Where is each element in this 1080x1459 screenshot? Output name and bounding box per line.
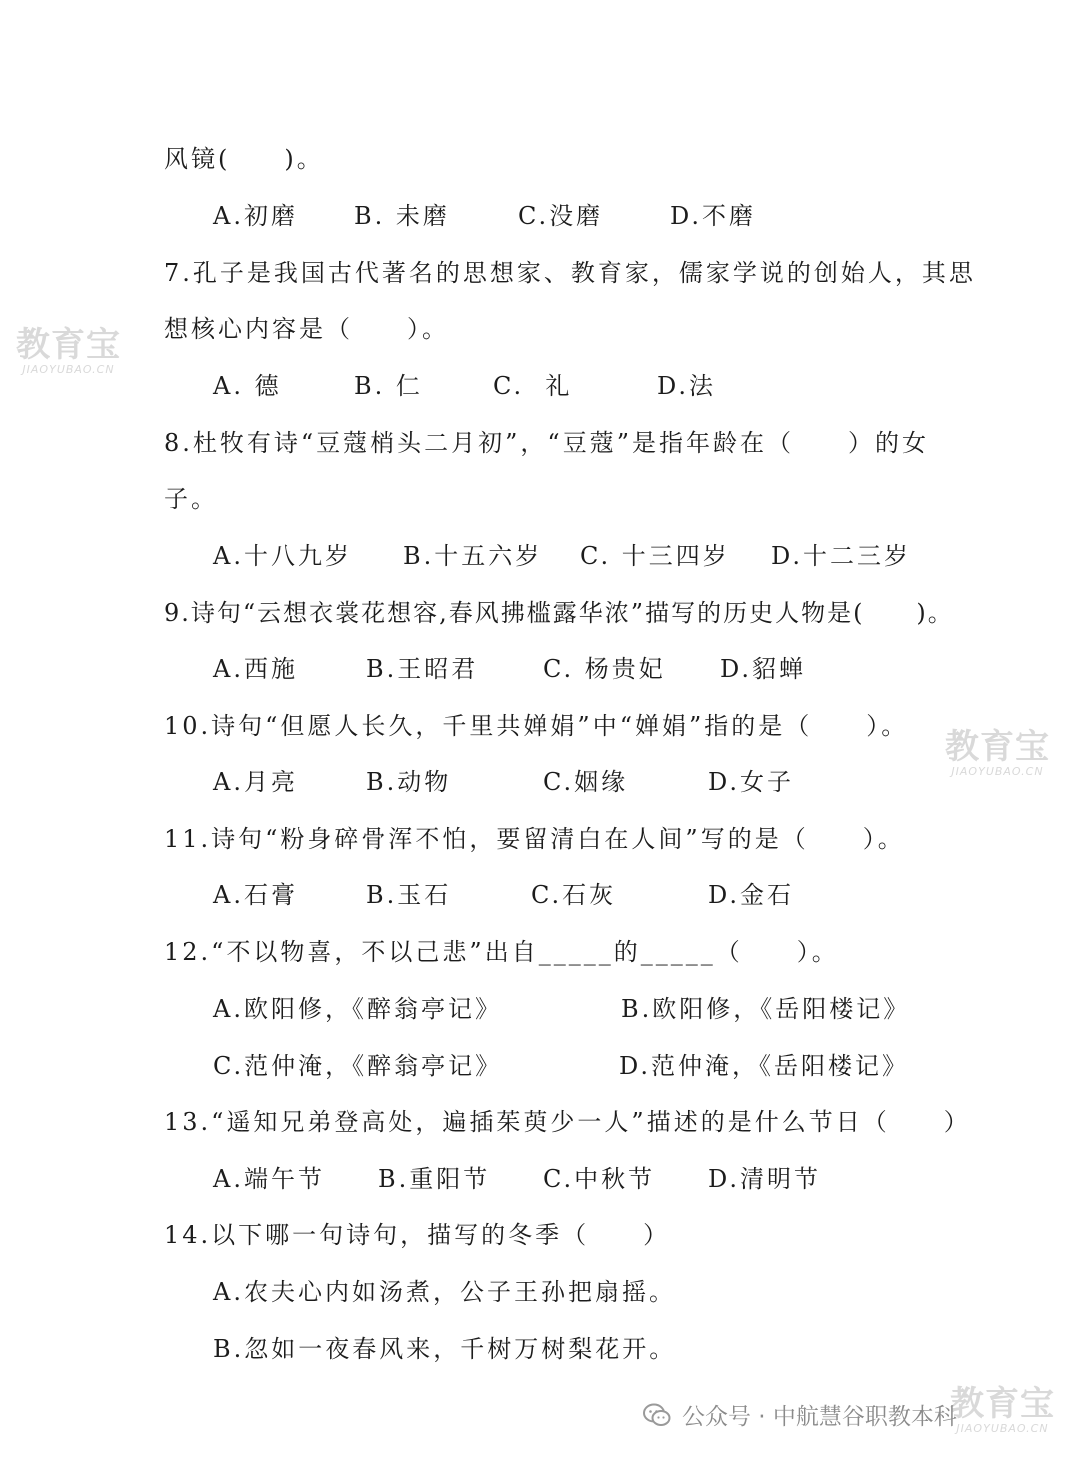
question-7-line-1: 7.孔子是我国古代著名的思想家、教育家，儒家学说的创始人，其思 bbox=[164, 259, 976, 287]
q11-option-d: D.金石 bbox=[708, 881, 795, 909]
q14-option-b: B.忽如一夜春风来，千树万树梨花开。 bbox=[213, 1335, 677, 1363]
q7-option-a: A. 德 bbox=[213, 372, 282, 400]
q8-option-c: C. 十三四岁 bbox=[580, 542, 730, 570]
question-8-line-1: 8.杜牧有诗“豆蔻梢头二月初”，“豆蔻”是指年龄在（ ）的女 bbox=[164, 429, 929, 457]
watermark-bottom-url: JIAOYUBAO.CN bbox=[956, 1422, 1049, 1435]
watermark-left-url: JIAOYUBAO.CN bbox=[22, 363, 115, 376]
q6-option-c: C.没磨 bbox=[518, 202, 604, 230]
q8-option-d: D.十二三岁 bbox=[771, 542, 912, 570]
q9-option-d: D.貂蝉 bbox=[720, 655, 807, 683]
question-8-line-2: 子。 bbox=[164, 485, 218, 513]
q14-option-a: A.农夫心内如汤煮，公子王孙把扇摇。 bbox=[213, 1278, 676, 1306]
q10-option-d: D.女子 bbox=[708, 768, 795, 796]
watermark-bottom bbox=[950, 1385, 1055, 1435]
q6-option-d: D.不磨 bbox=[670, 202, 757, 230]
wechat-account-footer bbox=[642, 1398, 957, 1431]
q7-option-d: D.法 bbox=[657, 372, 717, 400]
q10-option-c: C.姻缘 bbox=[543, 768, 629, 796]
watermark-right-url: JIAOYUBAO.CN bbox=[951, 765, 1044, 778]
q11-option-a: A.石膏 bbox=[213, 881, 298, 909]
question-6-tail: 风镜( )。 bbox=[164, 145, 324, 173]
q8-option-b: B.十五六岁 bbox=[403, 542, 543, 570]
q6-option-b: B. 未磨 bbox=[354, 202, 450, 230]
footer-text: 公众号 · 中航慧谷职教本科 bbox=[682, 1404, 957, 1430]
watermark-right-text: 教育宝 bbox=[945, 727, 1050, 767]
q12-option-a: A.欧阳修，《醉翁亭记》 bbox=[213, 995, 502, 1023]
watermark-left-text: 教育宝 bbox=[16, 325, 121, 365]
question-9: 9.诗句“云想衣裳花想容,春风拂槛露华浓”描写的历史人物是( )。 bbox=[164, 599, 954, 627]
q9-option-b: B.王昭君 bbox=[366, 655, 479, 683]
watermark-left bbox=[16, 326, 121, 376]
q11-option-c: C.石灰 bbox=[531, 881, 617, 909]
wechat-icon bbox=[642, 1400, 672, 1430]
q11-option-b: B.玉石 bbox=[366, 881, 452, 909]
question-12: 12.“不以物喜，不以己悲”出自_____的_____（ ）。 bbox=[164, 938, 839, 966]
q6-option-a: A.初磨 bbox=[213, 202, 298, 230]
question-13: 13.“遥知兄弟登高处，遍插茱萸少一人”描述的是什么节日（ ） bbox=[164, 1108, 971, 1136]
watermark-right bbox=[945, 728, 1050, 778]
question-7-line-2: 想核心内容是（ ）。 bbox=[164, 315, 449, 343]
q8-option-a: A.十八九岁 bbox=[213, 542, 352, 570]
question-11: 11.诗句“粉身碎骨浑不怕，要留清白在人间”写的是（ ）。 bbox=[164, 825, 905, 853]
q9-option-c: C. 杨贵妃 bbox=[543, 655, 666, 683]
q12-option-d: D.范仲淹，《岳阳楼记》 bbox=[619, 1052, 910, 1080]
q10-option-b: B.动物 bbox=[366, 768, 452, 796]
q12-option-c: C.范仲淹，《醉翁亭记》 bbox=[213, 1052, 503, 1080]
q13-option-c: C.中秋节 bbox=[543, 1165, 656, 1193]
q13-option-d: D.清明节 bbox=[708, 1165, 822, 1193]
question-10: 10.诗句“但愿人长久，千里共婵娟”中“婵娟”指的是（ ）。 bbox=[164, 712, 909, 740]
question-14: 14.以下哪一句诗句，描写的冬季（ ） bbox=[164, 1221, 671, 1249]
q13-option-a: A.端午节 bbox=[213, 1165, 325, 1193]
q10-option-a: A.月亮 bbox=[213, 768, 298, 796]
q13-option-b: B.重阳节 bbox=[378, 1165, 491, 1193]
q7-option-b: B. 仁 bbox=[354, 372, 423, 400]
q7-option-c: C. 礼 bbox=[493, 372, 573, 400]
watermark-bottom-text: 教育宝 bbox=[950, 1384, 1055, 1424]
q12-option-b: B.欧阳修，《岳阳楼记》 bbox=[621, 995, 911, 1023]
q9-option-a: A.西施 bbox=[213, 655, 298, 683]
